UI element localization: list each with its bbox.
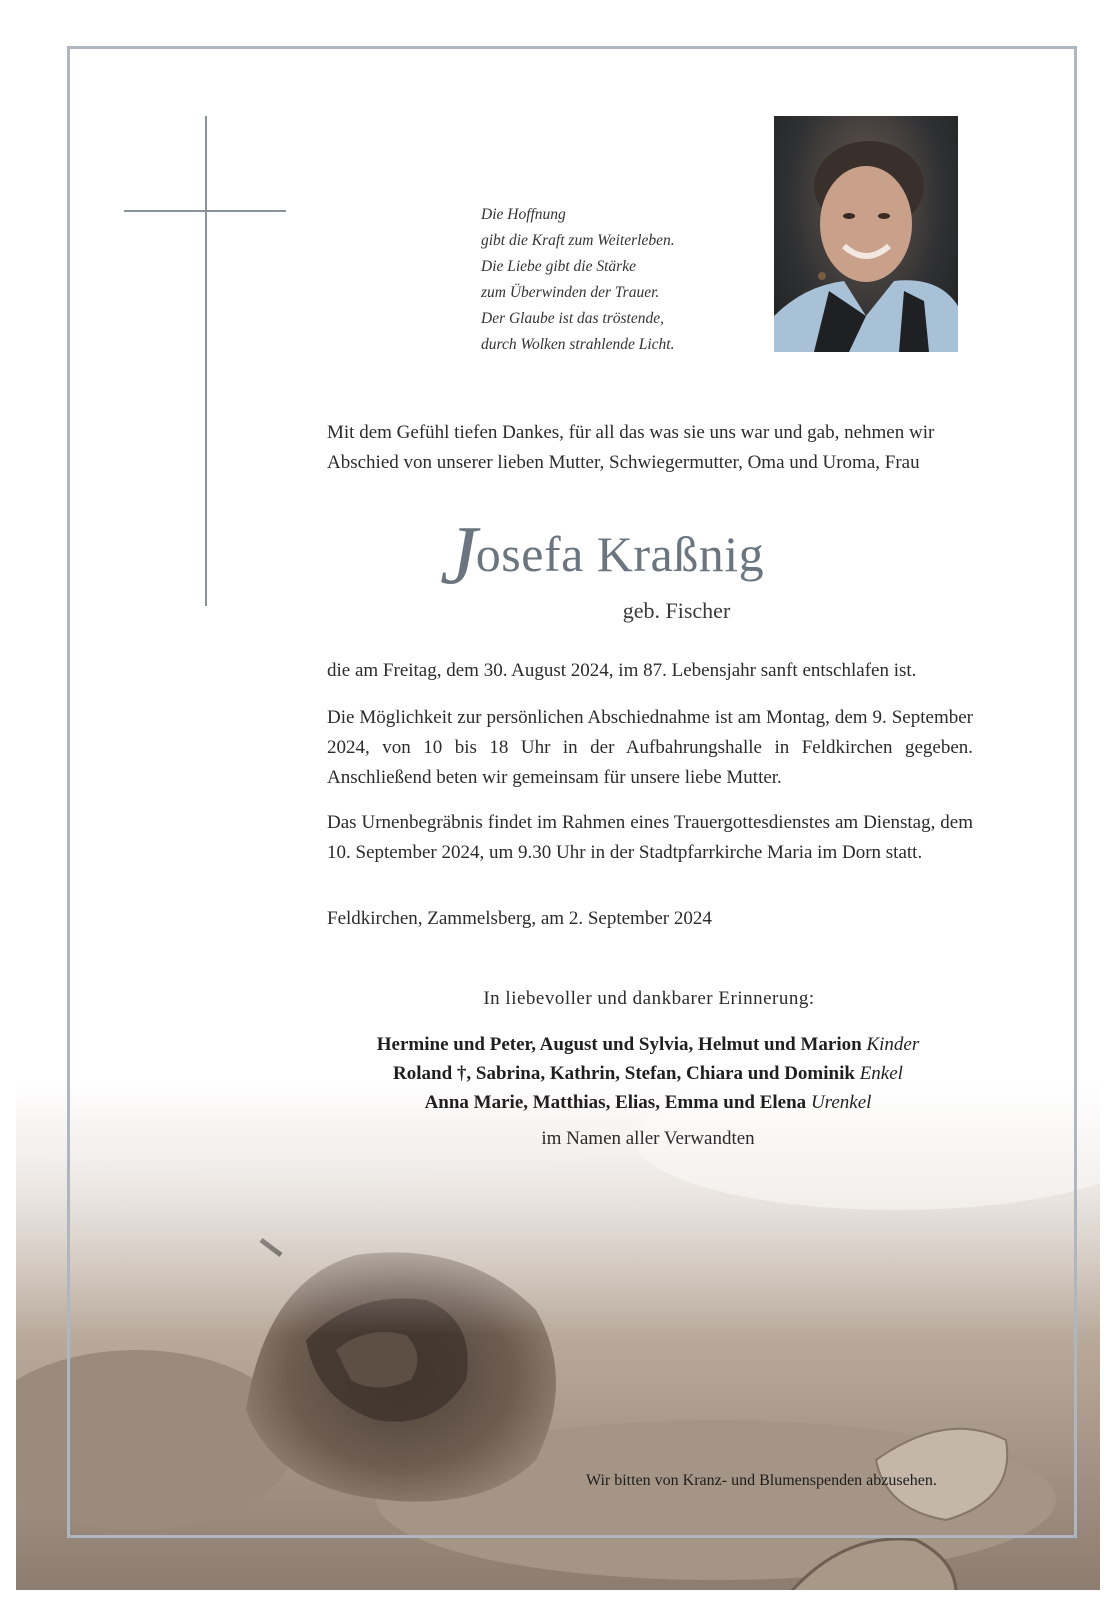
family-list — [298, 1030, 998, 1117]
intro-line: Mit dem Gefühl tiefen Dankes, für all das was sie uns war und gab, nehmen wir — [327, 422, 935, 443]
intro-text — [327, 418, 977, 478]
name-initial: J — [440, 509, 478, 602]
poem-line: zum Überwinden der Trauer. — [481, 284, 660, 301]
name-rest: osefa Kraßnig — [475, 526, 765, 582]
remembrance-heading: In liebevoller und dankbarer Erinnerung: — [483, 988, 815, 1009]
behalf-text: im Namen aller Verwandten — [541, 1128, 755, 1149]
poem-line: Die Hoffnung — [481, 206, 566, 223]
family-line-children: Hermine und Peter, August und Sylvia, Helmut und Marion Kinder — [376, 1034, 920, 1055]
donation-note: Wir bitten von Kranz- und Blumenspenden abzusehen. — [586, 1472, 937, 1489]
place-date: Feldkirchen, Zammelsberg, am 2. September 2024 — [327, 908, 712, 929]
poem-line: gibt die Kraft zum Weiterleben. — [481, 232, 675, 249]
passing-text: die am Freitag, dem 30. August 2024, im 87. Lebensjahr sanft entschlafen ist. — [327, 660, 917, 681]
poem — [481, 202, 741, 358]
family-line-great-grandchildren: Anna Marie, Matthias, Elias, Emma und Elena Urenkel — [424, 1092, 872, 1113]
poem-line: Der Glaube ist das tröstende, — [481, 310, 664, 327]
portrait-photo — [774, 116, 958, 352]
deceased-name — [440, 509, 870, 602]
viewing-text: Die Möglichkeit zur persönlichen Abschiednahme ist am Montag, dem 9. September 2024, von 10 bis 18 Uhr in der Aufbahrungshalle in Feldkirchen gegeben. Anschließend beten wir gemeinsam für unsere liebe Mutter. — [327, 707, 973, 788]
maiden-name: geb. Fischer — [622, 598, 731, 623]
poem-line: durch Wolken strahlende Licht. — [481, 336, 675, 353]
intro-line: Abschied von unserer lieben Mutter, Schwiegermutter, Oma und Uroma, Frau — [327, 452, 920, 473]
family-line-grandchildren: Roland †, Sabrina, Kathrin, Stefan, Chiara und Dominik Enkel — [393, 1063, 903, 1084]
cross-icon — [205, 116, 207, 606]
cross-icon-bar — [124, 210, 286, 212]
poem-line: Die Liebe gibt die Stärke — [481, 258, 636, 275]
burial-text: Das Urnenbegräbnis findet im Rahmen eines Trauergottesdienstes am Dienstag, dem 10. September 2024, um 9.30 Uhr in der Stadtpfarrkirche Maria im Dorn statt. — [327, 812, 973, 863]
